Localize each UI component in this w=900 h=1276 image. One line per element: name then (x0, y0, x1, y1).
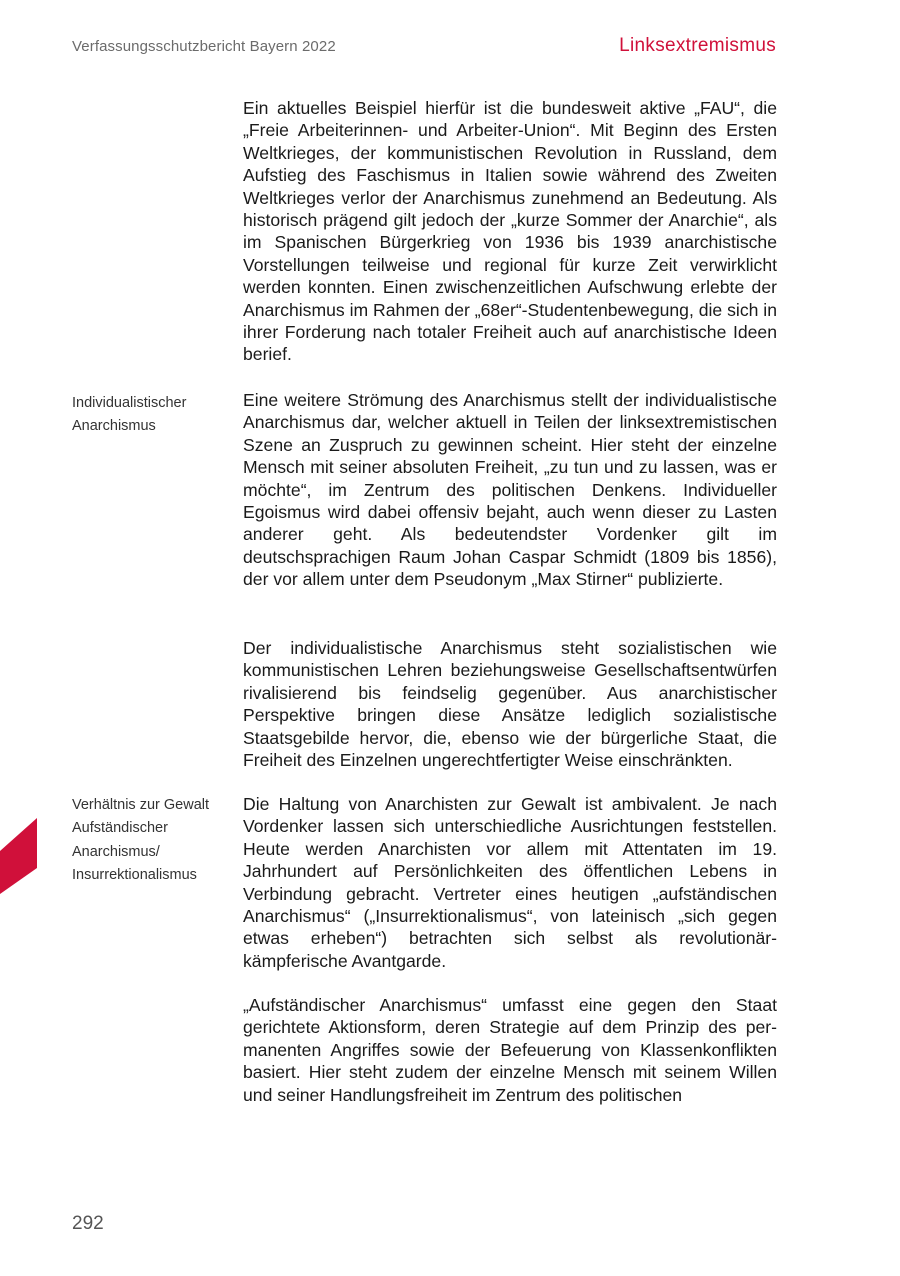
paragraph-rivalry (243, 637, 777, 771)
side-note-line: Individualistischer (72, 395, 187, 411)
side-note-line: Verhältnis zur Gewalt (72, 797, 210, 813)
chapter-title: Linksextremismus (619, 35, 776, 56)
paragraph-individualism (243, 389, 777, 591)
paragraph-text: Eine weitere Strömung des Anarchismus stellt der individualistische Anarchismus dar, welcher aktuell in Teilen der linksextremistischen Szene an Zuspruch zu gewinnen scheint. Hier steht der einzelne Mensch mit seiner absoluten Freiheit, „zu tun und zu lassen, was er möchte“, im Zentrum des politischen Denkens. Individueller Egoismus wird dabei offensiv bejaht, auch wenn dieser zu Lasten anderer geht. Als bedeutendster Vordenker gilt im deutschsprachigen Raum Johan Caspar Schmidt (1809 bis 1856), der vor allem unter dem Pseudonym „Max Stirner“ publizierte. (243, 390, 777, 590)
red-margin-marker (0, 818, 37, 894)
side-note-line: Aufständischer (72, 820, 168, 837)
page-number: 292 (72, 1213, 104, 1234)
side-note-line: Anarchismus/ (72, 843, 160, 860)
paragraph-text: Die Haltung von Anarchisten zur Gewalt ist ambivalent. Je nach Vordenker lassen sich unterschiedliche Ausrichtungen feststellen. Heute werden Anarchisten vor allem mit Attentaten im 19. Jahrhundert auf Persönlichkeiten des öffentlichen Lebens in Verbindung gebracht. Vertreter eines heutigen „aufständischen Anarchismus“ („Insurrektionalismus“, von lateinisch „sich gegen etwas erheben“) betrachten sich selbst als revolutionär-kämpferische Avantgarde. (243, 794, 777, 971)
side-note-line: Anarchismus (72, 418, 156, 435)
paragraph-fau-history (243, 97, 777, 366)
side-note-individualism (72, 392, 232, 439)
side-note-violence (72, 794, 232, 887)
paragraph-text: Ein aktuelles Beispiel hierfür ist die bundesweit aktive „FAU“, die „Freie Arbeiterinnen- und Arbeiter-Union“. Mit Beginn des Ersten Weltkrieges, der kommunistischen Revolution in Russland, dem Aufstieg des Faschismus in Italien sowie während des Zweiten Weltkrieges verlor der Anarchismus zunehmend an Bedeutung. Als historisch prägend gilt jedoch der „kurze Sommer der Anarchie“, als im Spanischen Bürgerkrieg von 1936 bis 1939 anarchistische Vorstellungen teilweise und regional für kurze Zeit verwirklicht werden konnten. Einen zwischenzeitlichen Aufschwung erlebte der Anarchismus im Rahmen der „68er“-Studentenbewegung, die sich in ihrer Forderung nach totaler Freiheit auch auf anarchistische Ideen berief. (243, 98, 777, 365)
paragraph-insurrection (243, 994, 777, 1106)
paragraph-text: „Aufständischer Anarchismus“ umfasst eine gegen den Staat gerichtete Aktionsform, deren Strategie auf dem Prinzip des permanenten Angriffes sowie der Befeuerung von Klassenkonflikten basiert. Hier steht zudem der einzelne Mensch mit seinem Willen und seiner Handlungsfreiheit im Zentrum des politischen (243, 995, 777, 1105)
side-note-line: Insurrektionalismus (72, 866, 197, 883)
paragraph-text: Der individualistische Anarchismus steht sozialistischen wie kommunistischen Lehren beziehungsweise Gesellschaftsentwürfen rivalisierend bis feindselig gegenüber. Aus anarchistischer Perspektive bringen diese Ansätze lediglich sozialistische Staatsgebilde hervor, die, ebenso wie der bürgerliche Staat, die Freiheit des Einzelnen ungerechtfertigter Weise einschränkten. (243, 638, 777, 771)
paragraph-violence (243, 793, 777, 972)
publication-title: Verfassungsschutzbericht Bayern 2022 (72, 38, 336, 55)
red-margin-marker-shape (0, 818, 37, 894)
